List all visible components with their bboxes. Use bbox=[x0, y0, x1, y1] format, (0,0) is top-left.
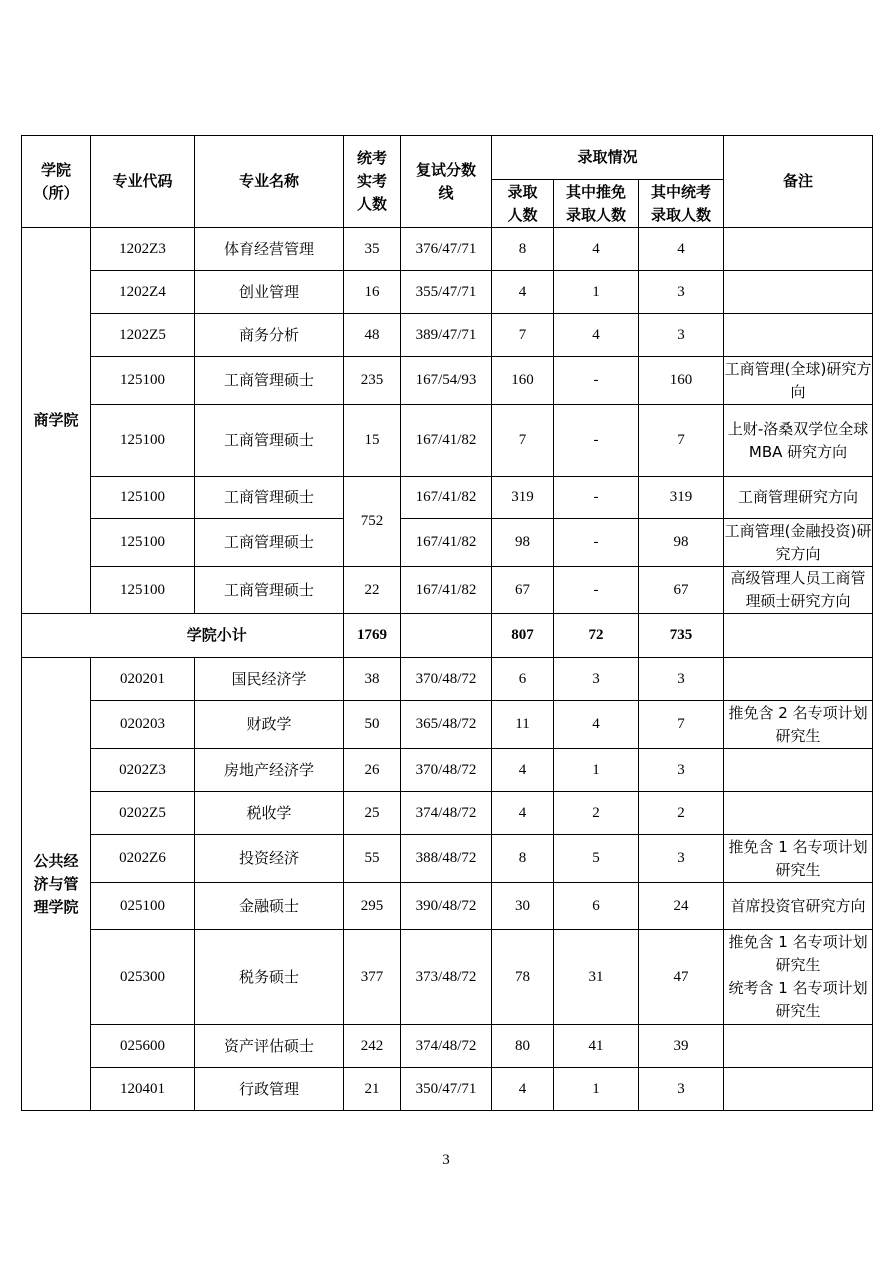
header-admission: 录取情况 bbox=[492, 136, 724, 180]
exempt: 3 bbox=[554, 658, 639, 701]
cutoff: 389/47/71 bbox=[401, 314, 492, 357]
admitted: 4 bbox=[492, 271, 554, 314]
header-college: 学院 （所） bbox=[22, 136, 91, 228]
admitted: 6 bbox=[492, 658, 554, 701]
table-row bbox=[22, 357, 873, 405]
unified: 3 bbox=[639, 835, 724, 883]
exempt: - bbox=[554, 477, 639, 519]
cutoff: 167/54/93 bbox=[401, 357, 492, 405]
major-name: 行政管理 bbox=[195, 1068, 344, 1111]
unified: 39 bbox=[639, 1025, 724, 1068]
exam-count: 21 bbox=[344, 1068, 401, 1111]
major-code: 125100 bbox=[91, 477, 195, 519]
cutoff: 376/47/71 bbox=[401, 228, 492, 271]
major-code: 1202Z5 bbox=[91, 314, 195, 357]
exempt: - bbox=[554, 519, 639, 567]
exam-count: 48 bbox=[344, 314, 401, 357]
note bbox=[724, 314, 873, 357]
college-name: 公共经 济与管 理学院 bbox=[22, 658, 91, 1111]
major-code: 020203 bbox=[91, 701, 195, 749]
major-name: 商务分析 bbox=[195, 314, 344, 357]
header-note: 备注 bbox=[724, 136, 873, 228]
exam-count: 15 bbox=[344, 405, 401, 477]
header-cutoff: 复试分数 线 bbox=[401, 136, 492, 228]
table-row bbox=[22, 930, 873, 1025]
unified: 160 bbox=[639, 357, 724, 405]
subtotal-unified: 735 bbox=[639, 614, 724, 658]
note: 推免含 1 名专项计划研究生 bbox=[724, 835, 873, 883]
exam-count: 16 bbox=[344, 271, 401, 314]
major-name: 房地产经济学 bbox=[195, 749, 344, 792]
admitted: 8 bbox=[492, 228, 554, 271]
table-row bbox=[22, 567, 873, 614]
header-exempt: 其中推免 录取人数 bbox=[554, 180, 639, 228]
major-code: 025300 bbox=[91, 930, 195, 1025]
unified: 3 bbox=[639, 658, 724, 701]
table-row bbox=[22, 477, 873, 519]
major-code: 020201 bbox=[91, 658, 195, 701]
exempt: 2 bbox=[554, 792, 639, 835]
cutoff: 370/48/72 bbox=[401, 749, 492, 792]
admitted: 160 bbox=[492, 357, 554, 405]
major-name: 金融硕士 bbox=[195, 883, 344, 930]
exempt: 4 bbox=[554, 701, 639, 749]
unified: 24 bbox=[639, 883, 724, 930]
unified: 7 bbox=[639, 405, 724, 477]
subtotal-exempt: 72 bbox=[554, 614, 639, 658]
note bbox=[724, 658, 873, 701]
exam-count: 242 bbox=[344, 1025, 401, 1068]
table-row bbox=[22, 314, 873, 357]
cutoff: 355/47/71 bbox=[401, 271, 492, 314]
table-row bbox=[22, 701, 873, 749]
admitted: 4 bbox=[492, 792, 554, 835]
exempt: - bbox=[554, 567, 639, 614]
cutoff: 370/48/72 bbox=[401, 658, 492, 701]
major-name: 体育经营管理 bbox=[195, 228, 344, 271]
exempt: 5 bbox=[554, 835, 639, 883]
note bbox=[724, 749, 873, 792]
note: 工商管理(金融投资)研究方向 bbox=[724, 519, 873, 567]
cutoff: 388/48/72 bbox=[401, 835, 492, 883]
admission-table bbox=[21, 135, 873, 1111]
unified: 2 bbox=[639, 792, 724, 835]
table-row bbox=[22, 405, 873, 477]
admitted: 30 bbox=[492, 883, 554, 930]
exam-count: 35 bbox=[344, 228, 401, 271]
subtotal-label: 学院小计 bbox=[91, 614, 344, 658]
major-name: 工商管理硕士 bbox=[195, 405, 344, 477]
major-code: 120401 bbox=[91, 1068, 195, 1111]
major-name: 工商管理硕士 bbox=[195, 477, 344, 519]
cutoff: 365/48/72 bbox=[401, 701, 492, 749]
cutoff: 167/41/82 bbox=[401, 519, 492, 567]
note-line: 统考含 1 名专项计划研究生 bbox=[728, 979, 868, 1020]
table-row bbox=[22, 835, 873, 883]
major-name: 工商管理硕士 bbox=[195, 519, 344, 567]
exam-count: 55 bbox=[344, 835, 401, 883]
subtotal-admitted: 807 bbox=[492, 614, 554, 658]
major-name: 税收学 bbox=[195, 792, 344, 835]
major-code: 125100 bbox=[91, 567, 195, 614]
major-name: 资产评估硕士 bbox=[195, 1025, 344, 1068]
header-unified: 其中统考 录取人数 bbox=[639, 180, 724, 228]
subtotal-exam: 1769 bbox=[344, 614, 401, 658]
exempt: - bbox=[554, 357, 639, 405]
college-name: 商学院 bbox=[22, 228, 91, 614]
cutoff: 374/48/72 bbox=[401, 792, 492, 835]
cutoff: 390/48/72 bbox=[401, 883, 492, 930]
note: 工商管理研究方向 bbox=[724, 477, 873, 519]
major-code: 025100 bbox=[91, 883, 195, 930]
cutoff: 167/41/82 bbox=[401, 405, 492, 477]
header-code: 专业代码 bbox=[91, 136, 195, 228]
table-row bbox=[22, 883, 873, 930]
admitted: 7 bbox=[492, 314, 554, 357]
exam-count: 25 bbox=[344, 792, 401, 835]
cutoff: 373/48/72 bbox=[401, 930, 492, 1025]
admitted: 11 bbox=[492, 701, 554, 749]
exam-count: 235 bbox=[344, 357, 401, 405]
header-exam-count: 统考 实考 人数 bbox=[344, 136, 401, 228]
exempt: 41 bbox=[554, 1025, 639, 1068]
admitted: 4 bbox=[492, 749, 554, 792]
unified: 4 bbox=[639, 228, 724, 271]
exam-count: 377 bbox=[344, 930, 401, 1025]
major-name: 创业管理 bbox=[195, 271, 344, 314]
exempt: 4 bbox=[554, 228, 639, 271]
table-row bbox=[22, 658, 873, 701]
major-code: 125100 bbox=[91, 519, 195, 567]
major-name: 税务硕士 bbox=[195, 930, 344, 1025]
major-name: 国民经济学 bbox=[195, 658, 344, 701]
note bbox=[724, 228, 873, 271]
note bbox=[724, 1068, 873, 1111]
note: 高级管理人员工商管理硕士研究方向 bbox=[724, 567, 873, 614]
admitted: 7 bbox=[492, 405, 554, 477]
table-row bbox=[22, 271, 873, 314]
cutoff: 167/41/82 bbox=[401, 477, 492, 519]
exempt: 4 bbox=[554, 314, 639, 357]
unified: 98 bbox=[639, 519, 724, 567]
major-code: 1202Z3 bbox=[91, 228, 195, 271]
admitted: 78 bbox=[492, 930, 554, 1025]
major-name: 投资经济 bbox=[195, 835, 344, 883]
subtotal-row bbox=[22, 614, 873, 658]
major-code: 025600 bbox=[91, 1025, 195, 1068]
unified: 3 bbox=[639, 314, 724, 357]
note-line: 推免含 1 名专项计划研究生 bbox=[728, 933, 868, 974]
unified: 67 bbox=[639, 567, 724, 614]
note: 首席投资官研究方向 bbox=[724, 883, 873, 930]
admitted: 8 bbox=[492, 835, 554, 883]
major-name: 工商管理硕士 bbox=[195, 357, 344, 405]
admitted: 98 bbox=[492, 519, 554, 567]
unified: 3 bbox=[639, 271, 724, 314]
exempt: 1 bbox=[554, 271, 639, 314]
exam-count: 22 bbox=[344, 567, 401, 614]
header-admitted: 录取 人数 bbox=[492, 180, 554, 228]
major-code: 1202Z4 bbox=[91, 271, 195, 314]
header-name: 专业名称 bbox=[195, 136, 344, 228]
table-row bbox=[22, 519, 873, 567]
unified: 3 bbox=[639, 749, 724, 792]
major-code: 0202Z3 bbox=[91, 749, 195, 792]
note bbox=[724, 930, 873, 1025]
exempt: 31 bbox=[554, 930, 639, 1025]
cutoff: 167/41/82 bbox=[401, 567, 492, 614]
unified: 47 bbox=[639, 930, 724, 1025]
note: 上财-洛桑双学位全球 MBA 研究方向 bbox=[724, 405, 873, 477]
admitted: 67 bbox=[492, 567, 554, 614]
table-row bbox=[22, 749, 873, 792]
major-name: 工商管理硕士 bbox=[195, 567, 344, 614]
admitted: 4 bbox=[492, 1068, 554, 1111]
major-code: 125100 bbox=[91, 357, 195, 405]
note: 推免含 2 名专项计划研究生 bbox=[724, 701, 873, 749]
exam-count: 752 bbox=[344, 477, 401, 567]
exempt: 6 bbox=[554, 883, 639, 930]
exempt: 1 bbox=[554, 1068, 639, 1111]
exempt: - bbox=[554, 405, 639, 477]
table-row bbox=[22, 1068, 873, 1111]
unified: 319 bbox=[639, 477, 724, 519]
table-row bbox=[22, 228, 873, 271]
unified: 3 bbox=[639, 1068, 724, 1111]
major-name: 财政学 bbox=[195, 701, 344, 749]
exam-count: 26 bbox=[344, 749, 401, 792]
major-code: 0202Z6 bbox=[91, 835, 195, 883]
note bbox=[724, 792, 873, 835]
admitted: 319 bbox=[492, 477, 554, 519]
cutoff: 374/48/72 bbox=[401, 1025, 492, 1068]
cutoff: 350/47/71 bbox=[401, 1068, 492, 1111]
page-number: 3 bbox=[442, 1152, 450, 1168]
table-row bbox=[22, 792, 873, 835]
exam-count: 50 bbox=[344, 701, 401, 749]
admitted: 80 bbox=[492, 1025, 554, 1068]
note bbox=[724, 1025, 873, 1068]
table-row bbox=[22, 1025, 873, 1068]
exam-count: 38 bbox=[344, 658, 401, 701]
unified: 7 bbox=[639, 701, 724, 749]
exempt: 1 bbox=[554, 749, 639, 792]
major-code: 0202Z5 bbox=[91, 792, 195, 835]
note: 工商管理(全球)研究方向 bbox=[724, 357, 873, 405]
major-code: 125100 bbox=[91, 405, 195, 477]
note bbox=[724, 271, 873, 314]
exam-count: 295 bbox=[344, 883, 401, 930]
